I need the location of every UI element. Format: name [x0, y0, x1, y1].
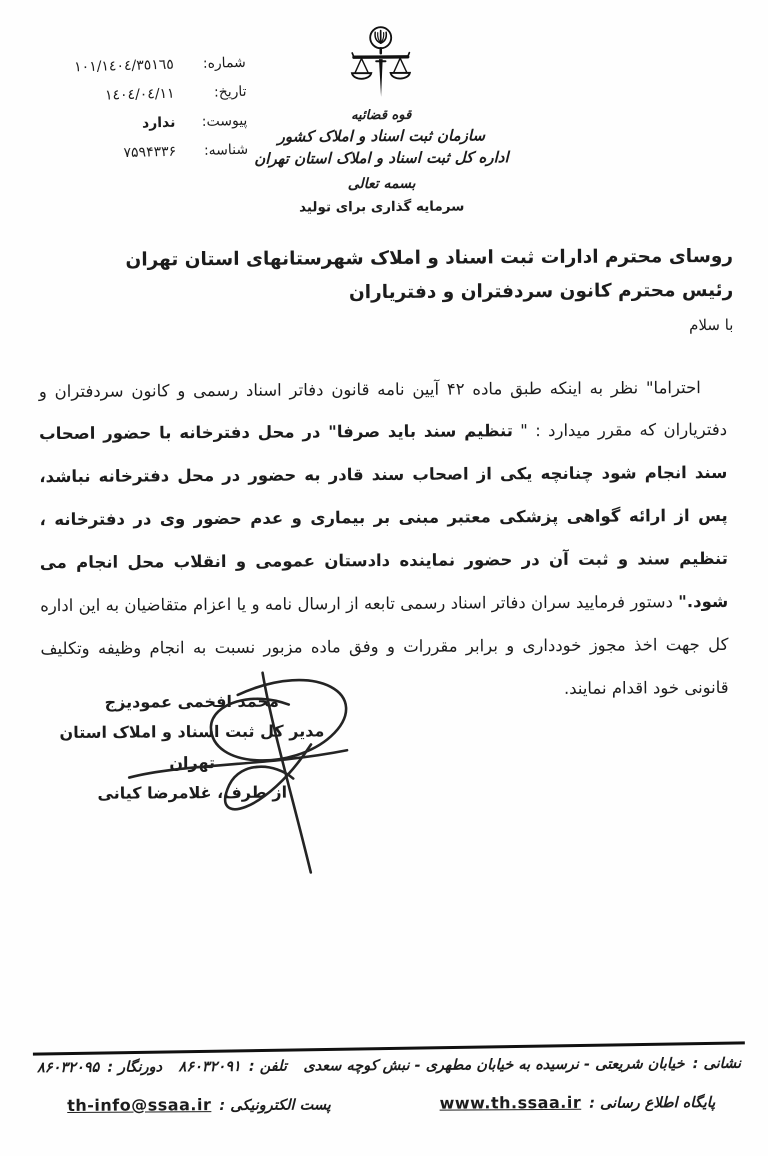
fax-group — [37, 1059, 162, 1076]
email-group — [67, 1094, 331, 1115]
signer-on-behalf: از طرف، غلامرضا کیانی — [97, 782, 288, 803]
id-value: ۷۵۹۴۳۳۶ — [123, 143, 177, 162]
body-closing: دستور فرمایید سران دفاتر اسناد رسمی تابعه از ارسال نامه و یا اعزام متقاضیان به این اداره کل جهت اخذ مجوز خودداری و برابر مقررات و وفق ماده مزبور نسبت به انجام وظیفه وتکلیف قانونی خود اقدام نمایند. — [40, 592, 729, 698]
telephone-label: تلفن : — [248, 1058, 287, 1075]
recipient-line-1: روسای محترم ادارات ثبت اسناد و املاک شهرستانهای استان تهران — [125, 245, 734, 271]
website-label: پایگاه اطلاع رسانی : — [589, 1094, 716, 1112]
organization-name: سازمان ثبت اسناد و املاک کشور — [277, 126, 486, 146]
id-label: شناسه: — [203, 141, 249, 159]
body-quoted-article: تنظیم سند باید صرفا" در محل دفترخانه با حضور اصحاب سند انجام شود چنانچه یکی از اصحاب سند قادر به حضور در محل دفترخانه نباشد، پس از ارائه گواهی پزشکی معتبر مبنی بر بیماری و عدم حضور وی در دفترخانه ، تنظیم سند و ثبت آن در حضور نماینده دادستان عمومی و انقلاب محل انجام می شود." — [39, 421, 729, 612]
fax-value: ۸۶۰۳۲۰۹۵ — [36, 1059, 100, 1077]
signer-name: محمد افخمی عمودیزج — [104, 691, 279, 712]
attachment-label: پیوست: — [201, 112, 248, 130]
office-name: اداره کل ثبت اسناد و املاک استان تهران — [254, 148, 509, 168]
number-value: ١٠١/١٤٠٤/٣٥١٦٥ — [73, 56, 175, 76]
attachment-value: ندارد — [141, 114, 176, 132]
signer-title: مدیر کل ثبت اسناد و املاک استان تهران — [59, 721, 325, 773]
masthead — [241, 23, 522, 216]
address-group — [303, 1056, 741, 1075]
website-group — [440, 1092, 716, 1113]
letter-body-paragraph — [39, 366, 729, 713]
telephone-group — [178, 1059, 286, 1076]
meta-row-number — [46, 55, 246, 76]
address-label: نشانی : — [692, 1055, 742, 1073]
meta-row-id — [48, 142, 248, 163]
meta-row-attachment — [47, 113, 247, 134]
besmele-line: بسمه تعالی — [347, 175, 416, 193]
email-address: th-info@ssaa.ir — [67, 1095, 212, 1115]
year-slogan: سرمایه گذاری برای تولید — [299, 198, 465, 216]
footer-contact-line — [37, 1056, 741, 1076]
salutation: با سلام — [689, 316, 734, 335]
website-url: www.th.ssaa.ir — [439, 1092, 582, 1113]
address-value: خیابان شریعتی - نرسیده به خیابان مطهری - نبش کوچه سعدی — [303, 1056, 685, 1075]
meta-row-date — [46, 84, 246, 105]
telephone-value: ۸۶۰۳۲۰۹۱ — [178, 1058, 241, 1076]
footer-divider — [33, 1041, 745, 1055]
number-label: شماره: — [202, 54, 246, 72]
body-intro: احتراما" نظر به اینکه طبق ماده ۴۲ آیین نامه قانون دفاتر اسناد رسمی و کانون سردفتران و دفتریاران که مقرر میدارد : " — [38, 377, 728, 441]
signature-block — [47, 686, 338, 809]
footer-web-line — [67, 1092, 715, 1115]
date-value: ١٤٠٤/٠٤/١١ — [104, 85, 175, 104]
recipients-block — [38, 240, 734, 339]
judiciary-title: قوه قضائیه — [351, 107, 412, 124]
letter-meta-block — [46, 55, 249, 176]
date-label: تاریخ: — [213, 83, 247, 101]
fax-label: دورنگار : — [107, 1059, 163, 1076]
recipient-line-2: رئیس محترم کانون سردفتران و دفتریاران — [348, 280, 734, 304]
scales-of-justice-with-allah-emblem-icon — [339, 24, 423, 107]
email-label: پست الکترونیکی : — [219, 1097, 331, 1115]
